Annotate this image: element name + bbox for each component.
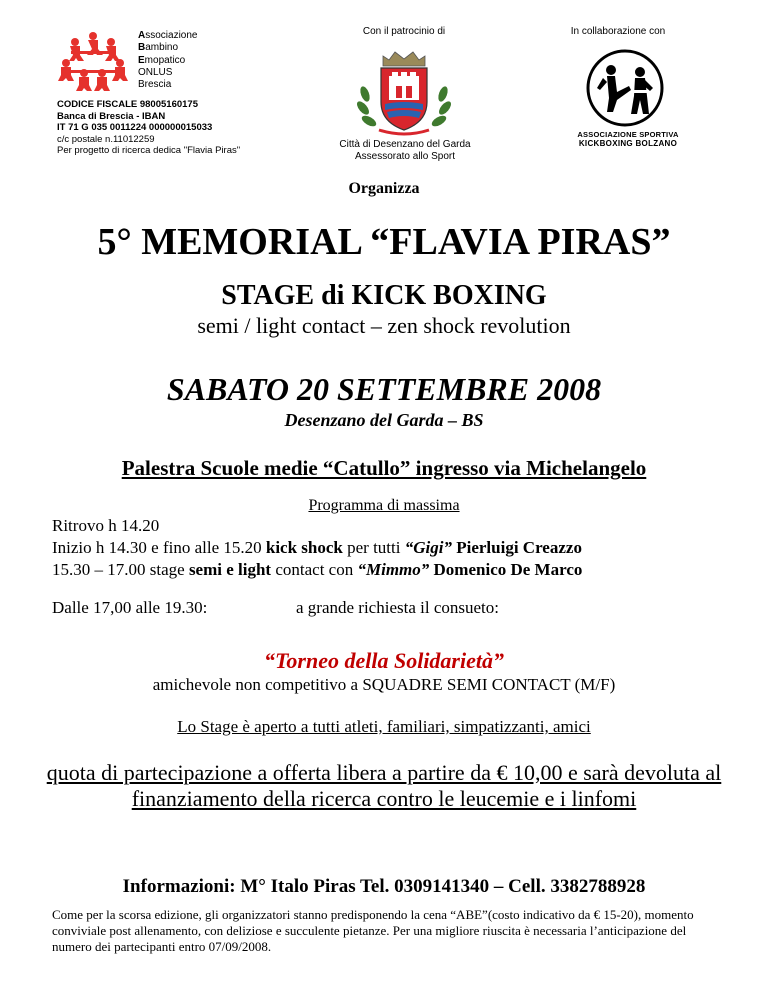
program-heading: Programma di massima <box>308 497 460 514</box>
cc-postale: c/c postale n.11012259 <box>57 133 155 145</box>
quota-partecipazione: quota di partecipazione a offerta libera a partire da € 10,00 e sarà devoluta al finanziamento della ricerca contro le leucemie e i linfomi <box>46 760 722 811</box>
abe-bank-details <box>57 99 240 157</box>
collaborazione-label: In collaborazione con <box>570 26 666 37</box>
kickboxing-org-line2: KICKBOXING BOLZANO <box>578 139 678 148</box>
desenzano-crest-icon <box>349 46 459 138</box>
abe-association-name: Associazione Bambino Emopatico ONLUS Brescia <box>138 30 198 91</box>
organizza-label: Organizza <box>348 180 420 197</box>
patrocinio-city: Città di Desenzano del Garda <box>339 139 471 150</box>
codice-fiscale: CODICE FISCALE 98005160175 <box>57 99 198 110</box>
program-richiesta: a grande richiesta il consueto: <box>296 598 499 617</box>
banca: Banca di Brescia - IBAN <box>57 110 166 122</box>
kickboxing-logo-icon <box>585 48 665 128</box>
event-place: Desenzano del Garda – BS <box>284 410 484 430</box>
program-kick-shock: Inizio h 14.30 e fino alle 15.20 kick shock per tutti “Gigi” Pierluigi Creazzo <box>52 538 582 557</box>
iban: IT 71 G 035 0011224 000000015033 <box>57 122 213 133</box>
program-dalle: Dalle 17,00 alle 19.30: <box>52 598 208 617</box>
event-styles: semi / light contact – zen shock revolution <box>197 313 571 338</box>
cena-note: Come per la scorsa edizione, gli organizzatori stanno predisponendo la cena “ABE”(costo indicativo da € 15-20), momento conviviale post allenamento, con deliziose e succulente pietanze. Per una migliore riuscita è necessaria l’anticipazione del numero dei partecipanti entro 07/09/2008. <box>52 907 694 954</box>
torneo-title: “Torneo della Solidarietà” <box>264 648 504 673</box>
event-venue: Palestra Scuole medie “Catullo” ingresso via Michelangelo <box>121 456 647 480</box>
informazioni-contact: Informazioni: M° Italo Piras Tel. 0309141340 – Cell. 3382788928 <box>122 876 646 897</box>
event-subtitle: STAGE di KICK BOXING <box>221 280 547 311</box>
patrocinio-office: Assessorato allo Sport <box>354 151 456 162</box>
abe-logo <box>57 30 129 96</box>
progetto-note: Per progetto di ricerca dedica "Flavia Piras" <box>57 145 241 156</box>
program-semi-light: 15.30 – 17.00 stage semi e light contact con “Mimmo” Domenico De Marco <box>52 560 583 579</box>
event-title: 5° MEMORIAL “FLAVIA PIRAS” <box>97 221 671 263</box>
program-ritrovo: Ritrovo h 14.20 <box>52 516 160 535</box>
kickboxing-org-line1: ASSOCIAZIONE SPORTIVA <box>577 130 679 139</box>
patrocinio-label: Con il patrocinio di <box>362 26 446 37</box>
torneo-description: amichevole non competitivo a SQUADRE SEMI CONTACT (M/F) <box>152 675 616 694</box>
event-date: SABATO 20 SETTEMBRE 2008 <box>166 371 602 407</box>
stage-open-note: Lo Stage è aperto a tutti atleti, familiari, simpatizzanti, amici <box>177 717 591 736</box>
